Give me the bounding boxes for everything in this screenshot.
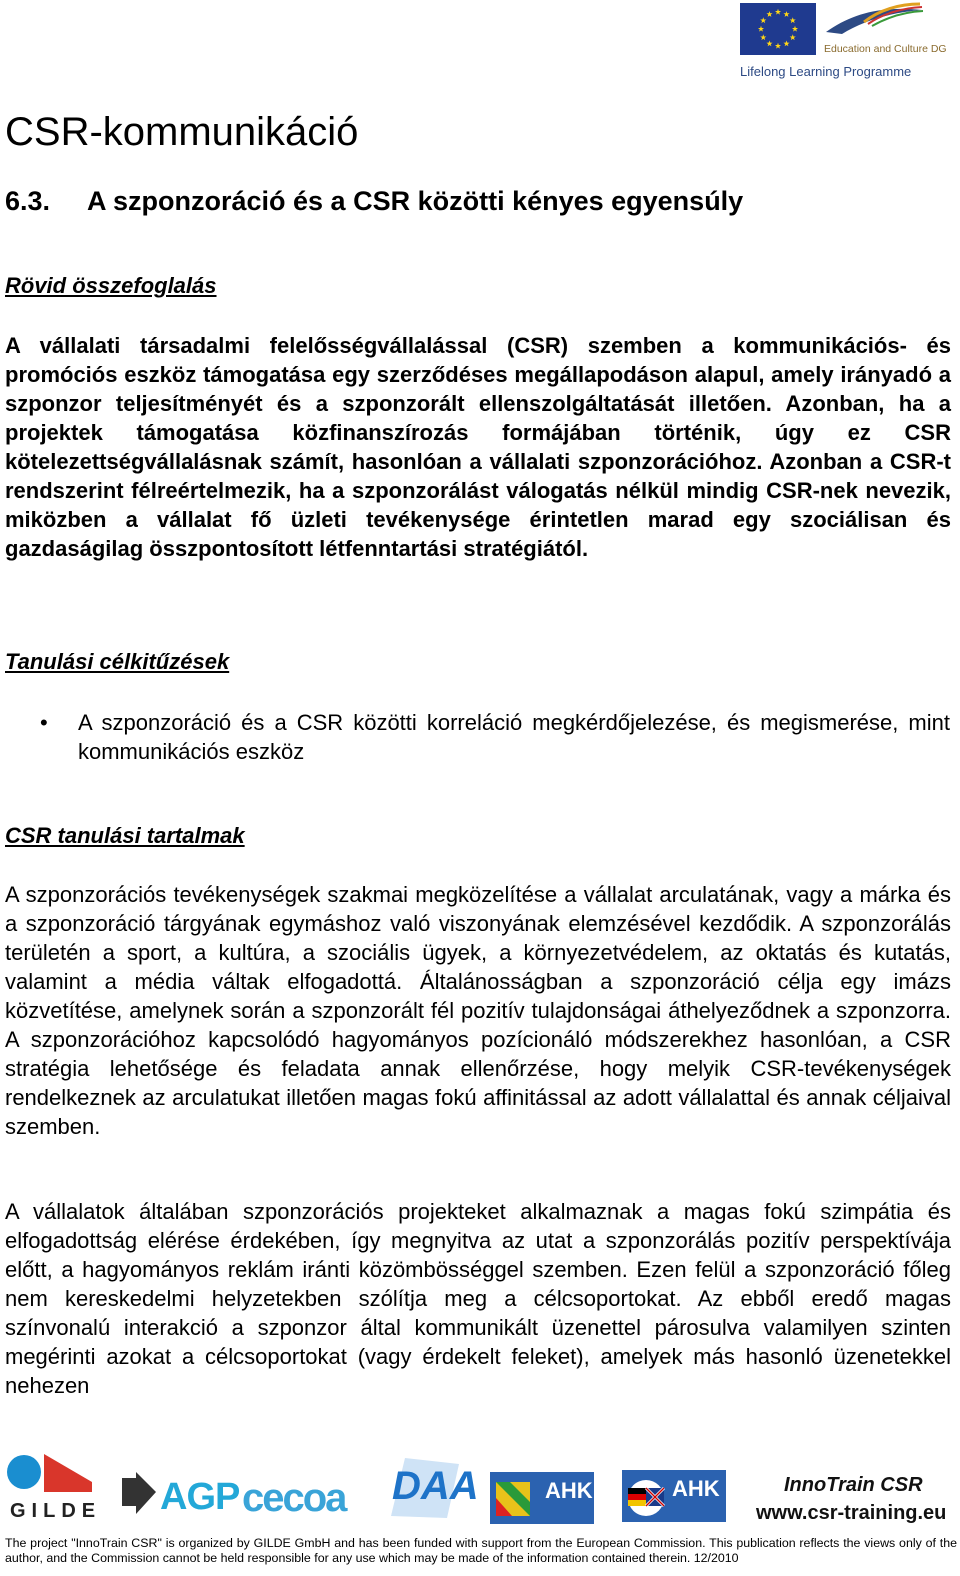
eu-star-icon: [775, 43, 781, 49]
summary-heading: Rövid összefoglalás: [5, 273, 217, 298]
innotrain-label: InnoTrain CSR: [784, 1474, 923, 1496]
eu-star-icon: [760, 34, 766, 40]
agp-wordmark: AGP: [160, 1476, 240, 1518]
eu-flag-logo: [740, 3, 816, 55]
section-heading: [5, 186, 743, 217]
objectives-heading: Tanulási célkitűzések: [5, 649, 230, 674]
ahk-wordmark-1: AHK: [545, 1478, 593, 1503]
content-heading: CSR tanulási tartalmak: [5, 823, 245, 848]
bullet-icon: •: [40, 710, 48, 735]
objective-text: A szponzoráció és a CSR közötti korreláció megkérdőjelezése, és megismerése, mint kommunikációs eszköz: [78, 710, 950, 764]
footer-disclaimer: The project "InnoTrain CSR" is organized by GILDE GmbH and has been funded with support from the European Commission. This publication reflects the views only of the author, and the Commission cannot be held responsible for any use which may be made of the information contained therein. 12/2010: [5, 1536, 957, 1565]
eu-star-icon: [758, 26, 764, 32]
eu-star-icon: [790, 17, 796, 23]
eu-star-icon: [766, 41, 772, 47]
flag-icon: [490, 1472, 540, 1524]
eu-star-icon: [775, 9, 781, 15]
content-paragraph-2: A vállalatok általában szponzorációs projekteket alkalmaznak a magas fokú szimpátia és elfogadottság elérése érdekében, így megnyitva az utat a szponzorálás pozitív perspektívája előtt, a hagyományos reklám iránti közömbösséggel szemben. Ezen felül a szponzoráció főleg nem kereskedelmi helyzetekben szólítja meg a célcsoportokat. Az ebből eredő magas színvonalú interakció a szponzor által kommunikált üzenettel párosulva valamilyen szinten megérinti azokat a célcsoportokat (vagy érdekelt feleket), amelyek más hasonló üzenetekkel nehezen: [5, 1199, 951, 1398]
gilde-wordmark: GILDE: [10, 1500, 102, 1522]
list-item: [40, 708, 950, 766]
cecoa-logo: cecoa: [242, 1476, 346, 1520]
section-title: A szponzoráció és a CSR közötti kényes egyensúly: [87, 186, 744, 216]
eu-star-icon: [783, 11, 789, 17]
document-title: CSR-kommunikáció: [5, 110, 359, 154]
dg-label: Education and Culture DG: [824, 43, 947, 55]
eu-star-icon: [783, 41, 789, 47]
eu-star-icon: [790, 34, 796, 40]
eu-star-icon: [792, 26, 798, 32]
eu-stars-icon: [740, 3, 816, 55]
summary-paragraph: A vállalati társadalmi felelősségvállalással (CSR) szemben a kommunikációs- és promóciós eszköz támogatása egy szerződéses megállapodáson alapul, amely irányadó a szponzor teljesítményét és a szponzorált ellenszolgáltatását illetően. Azonban, ha a projektek támogatása közfinanszírozás formájában történik, úgy ez CSR kötelezettségvállalásnak számít, hasonlóan a vállalati szponzorációhoz. Azonban a CSR-t rendszerint félreértelmezik, ha a szponzorálást válogatás nélkül mindig CSR-nek nevezik, miközben a vállalat fő üzleti tevékenysége érintetlen marad egy szociálisan és gazdaságilag összpontosított létfenntartási stratégiától.: [5, 333, 951, 561]
flag-icon: [622, 1470, 672, 1522]
website-link[interactable]: www.csr-training.eu: [756, 1502, 947, 1524]
content-paragraph-1: A szponzorációs tevékenységek szakmai megközelítése a vállalat arculatának, vagy a márka és a szponzoráció tárgyának egymáshoz való viszonyának elemzésével kezdődik. A szponzorálás területén a sport, a kultúra, a szociális ügyek, a környezetvédelem, az oktatás és kutatás, valamint a média váltak elfogadottá. Általánosságban a szponzoráció célja egy imázs közvetítése, amelynek során a szponzorált fél pozitív tulajdonságai áthelyeződnek a szponzorra. A szponzorációhoz kapcsolódó hagyományos pozícionáló módszerekhez hasonlóan, a CSR stratégia lehetősége és feladata annak ellenőrzése, hogy melyik CSR-tevékenységek rendelkeznek az arculatukat illetően magas fokú affinitással az adott vállalattal és annak céljaival szemben.: [5, 882, 951, 1139]
objectives-list: [40, 708, 950, 766]
eu-star-icon: [766, 11, 772, 17]
education-culture-bird-logo: [824, 2, 924, 42]
programme-label: Lifelong Learning Programme: [740, 64, 912, 79]
section-number: 6.3.: [5, 186, 51, 216]
ahk-wordmark-2: AHK: [672, 1476, 720, 1501]
daa-wordmark: DAA: [392, 1464, 479, 1508]
eu-star-icon: [760, 17, 766, 23]
